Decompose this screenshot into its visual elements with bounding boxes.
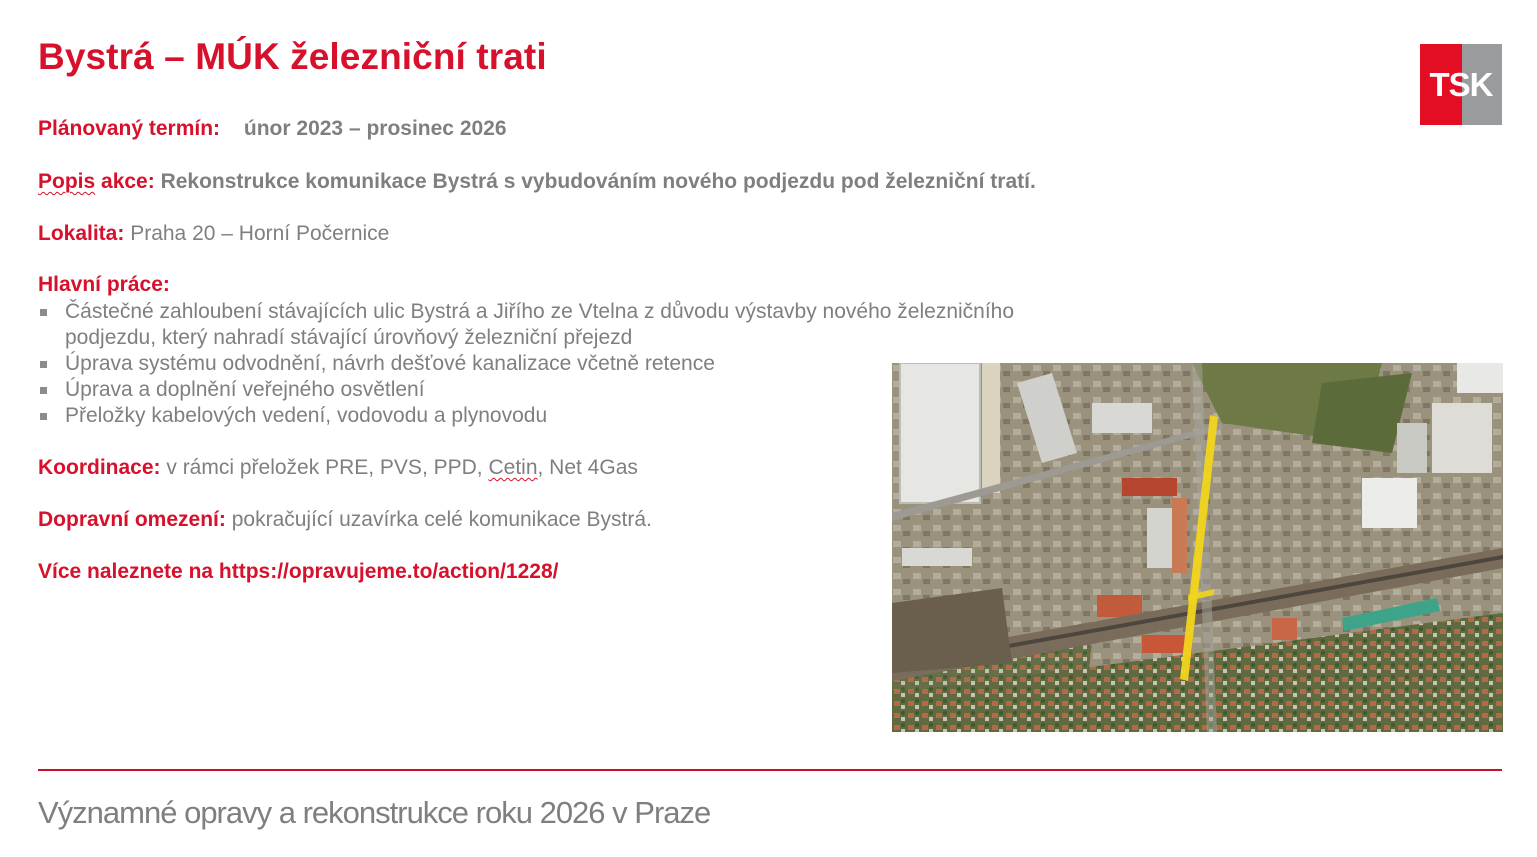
coordination-row: [38, 456, 638, 480]
term-label: Plánovaný termín:: [38, 117, 221, 140]
location-row: [38, 222, 389, 246]
bullet-square-icon: [40, 361, 47, 368]
list-item-continuation: podjezdu, který nahradí stávající úrovňový železniční přejezd: [65, 326, 633, 349]
works-list: [38, 299, 1014, 429]
bullet-square-icon: [40, 387, 47, 394]
traffic-value: pokračující uzavírka celé komunikace Bystrá.: [231, 508, 652, 531]
slide-title: Bystrá – MÚK železniční trati: [38, 36, 547, 77]
aerial-map-drawing: [892, 363, 1503, 732]
bullet-square-icon: [40, 413, 47, 420]
list-item: Úprava systému odvodnění, návrh dešťové kanalizace včetně retence: [38, 351, 1014, 377]
works-label: Hlavní práce:: [38, 273, 170, 296]
location-value: Praha 20 – Horní Počernice: [130, 222, 390, 245]
footer-text: Významné opravy a rekonstrukce roku 2026 v Praze: [38, 795, 711, 830]
location-label: Lokalita:: [38, 222, 125, 245]
list-item: Částečné zahloubení stávajících ulic Bystrá a Jiřího ze Vtelna z důvodu výstavby nového železničního: [38, 299, 1014, 325]
coordination-cetin: Cetin: [488, 456, 538, 479]
description-label-rest: akce:: [95, 170, 155, 193]
coordination-value: v rámci přeložek PRE, PVS, PPD, Cetin, Net 4Gas: [166, 456, 638, 479]
description-label-word: Popis: [38, 170, 96, 193]
term-value: únor 2023 – prosinec 2026: [243, 117, 507, 140]
traffic-label: Dopravní omezení:: [38, 508, 226, 531]
bullet-square-icon: [40, 309, 47, 316]
footer-divider: [38, 769, 1502, 771]
description-value: Rekonstrukce komunikace Bystrá s vybudováním nového podjezdu pod železniční tratí.: [160, 170, 1036, 193]
more-info-link[interactable]: Více naleznete na https://opravujeme.to/action/1228/: [38, 560, 559, 583]
more-info-row: [38, 560, 559, 584]
works-heading-row: [38, 273, 170, 297]
coordination-label: Koordinace:: [38, 456, 161, 479]
list-item: Přeložky kabelových vedení, vodovodu a plynovodu: [38, 403, 1014, 429]
list-item: Úprava a doplnění veřejného osvětlení: [38, 377, 1014, 403]
tsk-logo: [1420, 44, 1502, 125]
description-row: [38, 170, 1036, 194]
term-row: [38, 117, 507, 141]
traffic-row: [38, 508, 652, 532]
logo-text: TSK: [1429, 66, 1493, 103]
aerial-map-image: [892, 363, 1503, 732]
